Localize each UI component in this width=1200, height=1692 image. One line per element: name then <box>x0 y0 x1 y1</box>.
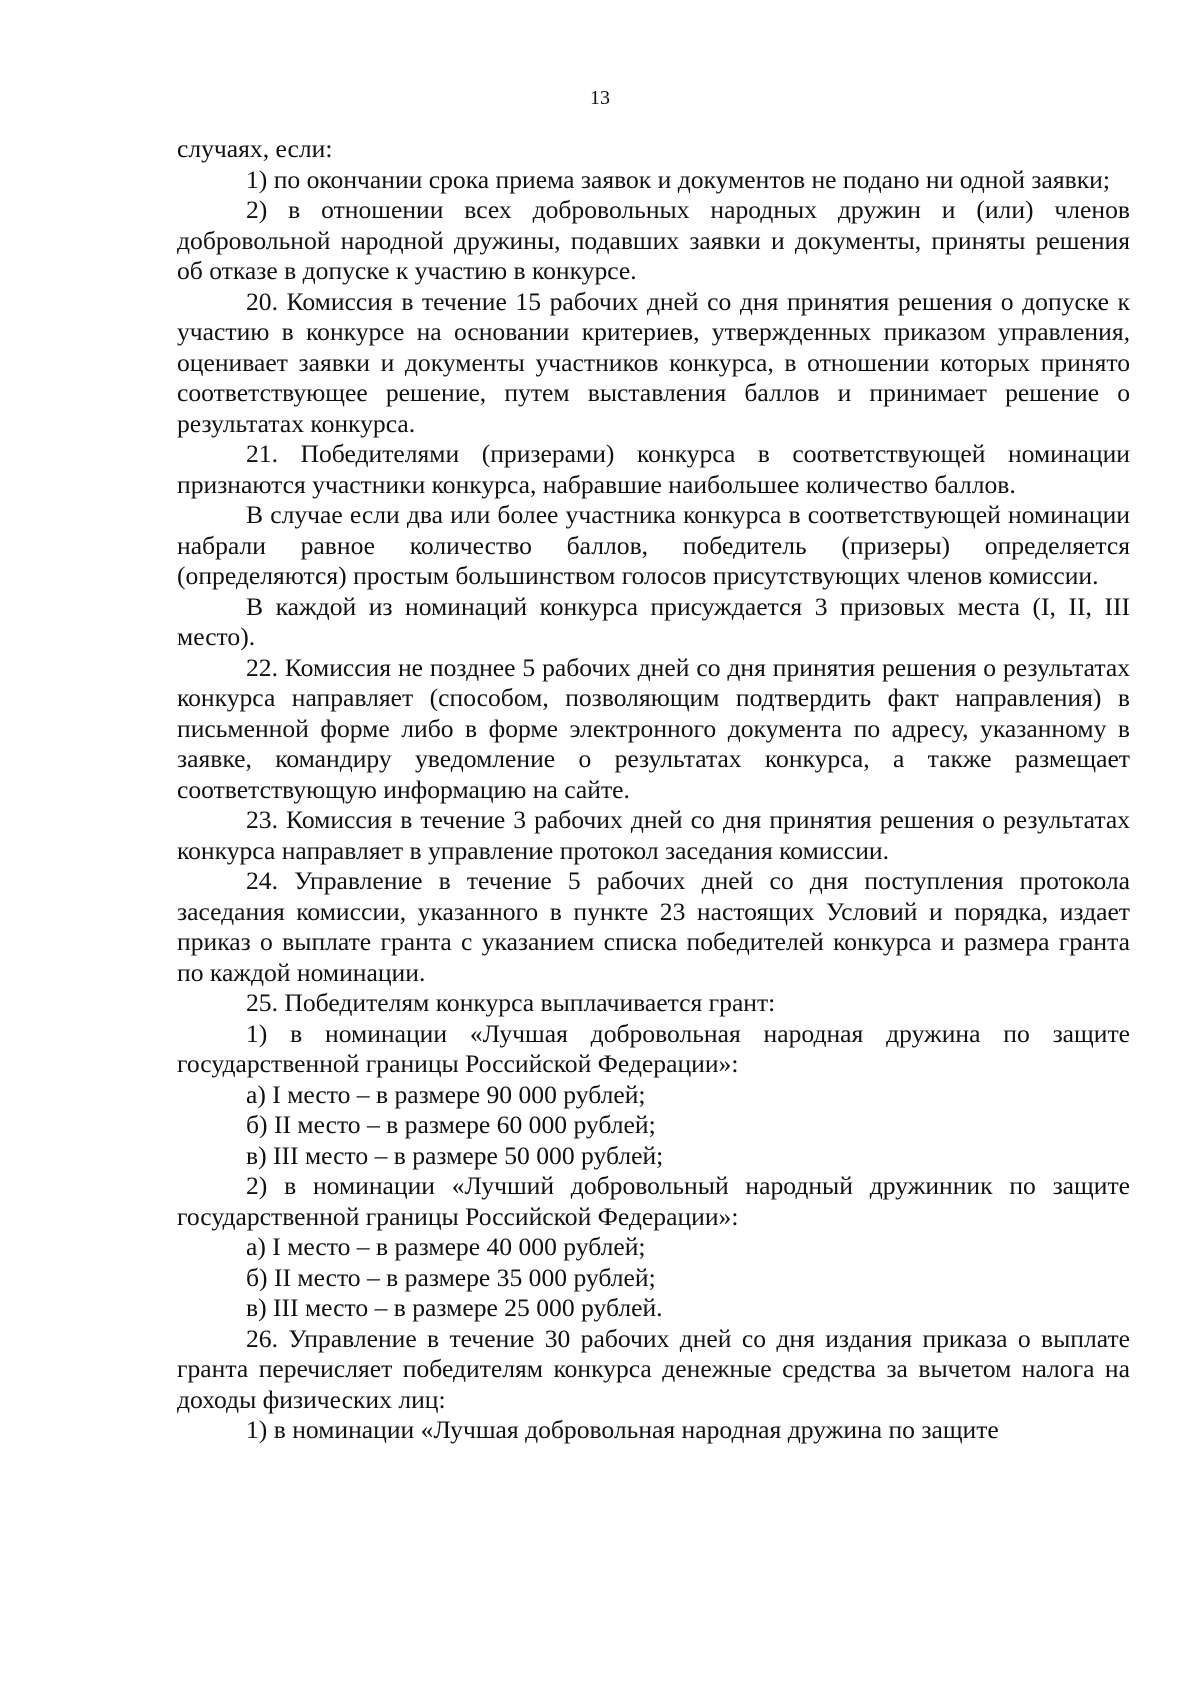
paragraph-19-item-2: 2) в отношении всех добровольных народных дружин и (или) членов добровольной народной дружины, подавших заявки и документы, приняты решения об отказе в допуске к участию в конкурсе. <box>177 195 1130 285</box>
paragraph-25-nomination-1-place-3: в) III место – в размере 50 000 рублей; <box>246 1140 664 1170</box>
paragraph-24: 24. Управление в течение 5 рабочих дней со дня поступления протокола заседания комиссии, указанного в пункте 23 настоящих Условий и порядка, издает приказ о выплате гранта с указанием списка победителей конкурса и размера гранта по каждой номинации. <box>177 866 1130 987</box>
document-body <box>177 134 1130 1446</box>
paragraph-21: 21. Победителями (призерами) конкурса в соответствующей номинации признаются участники конкурса, набравшие наибольшее количество баллов. <box>177 439 1130 499</box>
paragraph-25-nomination-2: 2) в номинации «Лучший добровольный народный дружинник по защите государственной границы Российской Федерации»: <box>177 1171 1130 1231</box>
paragraph-19-item-1: 1) по окончании срока приема заявок и документов не подано ни одной заявки; <box>246 164 1110 194</box>
paragraph-20: 20. Комиссия в течение 15 рабочих дней со дня принятия решения о допуске к участию в конкурсе на основании критериев, утвержденных приказом управления, оценивает заявки и документы участников конкурса, в отношении которых принято соответствующее решение, путем выставления баллов и принимает решение о результатах конкурса. <box>177 286 1130 438</box>
paragraph-25-nomination-1: 1) в номинации «Лучшая добровольная народная дружина по защите государственной границы Российской Федерации»: <box>177 1018 1130 1078</box>
paragraph-26: 26. Управление в течение 30 рабочих дней со дня издания приказа о выплате гранта перечисляет победителям конкурса денежные средства за вычетом налога на доходы физических лиц: <box>177 1323 1130 1414</box>
paragraph-23: 23. Комиссия в течение 3 рабочих дней со дня принятия решения о результатах конкурса направляет в управление протокол заседания комиссии. <box>177 805 1130 865</box>
paragraph-25-nomination-2-place-2: б) II место – в размере 35 000 рублей; <box>246 1262 656 1292</box>
paragraph-26-nomination-1: 1) в номинации «Лучшая добровольная народная дружина по защите <box>246 1415 999 1444</box>
paragraph-25-nomination-1-place-1: а) I место – в размере 90 000 рублей; <box>246 1079 646 1109</box>
paragraph-25-nomination-2-place-1: а) I место – в размере 40 000 рублей; <box>246 1232 646 1261</box>
paragraph-25-nomination-2-place-3: в) III место – в размере 25 000 рублей. <box>246 1293 663 1322</box>
page-number: 13 <box>590 87 610 109</box>
paragraph-21-prize-places: В каждой из номинаций конкурса присуждается 3 призовых места (I, II, III место). <box>177 591 1130 651</box>
paragraph-22: 22. Комиссия не позднее 5 рабочих дней со дня принятия решения о результатах конкурса направляет (способом, позволяющим подтвердить факт направления) в письменной форме либо в форме электронного документа по адресу, указанному в заявке, командиру уведомление о результатах конкурса, а также размещает соответствующую информацию на сайте. <box>177 652 1130 804</box>
paragraph-25: 25. Победителям конкурса выплачивается грант: <box>246 988 776 1017</box>
paragraph-25-nomination-1-place-2: б) II место – в размере 60 000 рублей; <box>246 1110 656 1139</box>
paragraph-continuation: случаях, если: <box>177 134 333 163</box>
paragraph-21-tie-rule: В случае если два или более участника конкурса в соответствующей номинации набрали равное количество баллов, победитель (призеры) определяется (определяются) простым большинством голосов присутствующих членов комиссии. <box>177 500 1130 590</box>
